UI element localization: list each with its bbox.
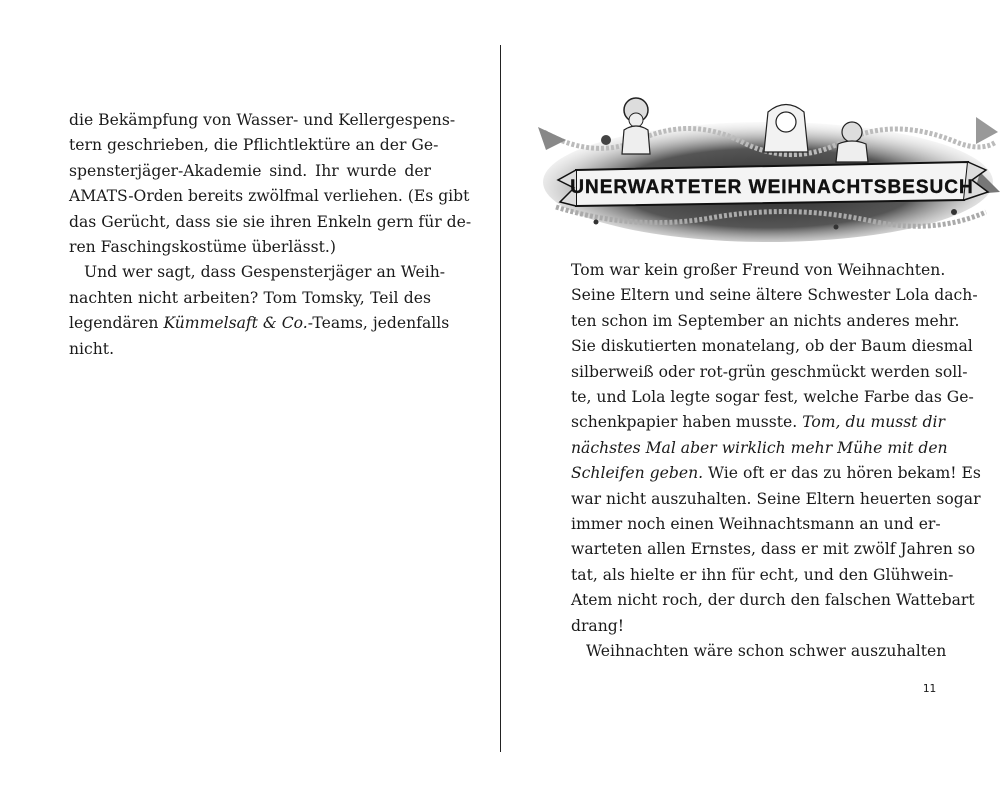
text-line: tat, als hielte er ihn für echt, und den Glühwein- [571, 565, 954, 584]
text-line: silberweiß oder rot-grün geschmückt werden soll- [571, 362, 968, 381]
text-line: spensterjäger-Akademie sind. Ihr wurde der [69, 161, 431, 180]
text-line: die Bekämpfung von Wasser- und Kellergespens- [69, 111, 456, 129]
text-fragment: Wie oft er das zu hören bekam! Es [703, 464, 981, 483]
text-line: AMATS-Orden bereits zwölfmal verliehen. (Es gibt [69, 187, 470, 206]
text-line [69, 311, 450, 336]
text-line: nicht. [69, 339, 115, 358]
text-fragment: -Teams, jedenfalls [307, 314, 450, 333]
text-line: drang! [571, 616, 625, 635]
text-line: Atem nicht roch, der durch den falschen Wattebart [571, 591, 975, 610]
text-line: warteten allen Ernstes, dass er mit zwölf Jahren so [571, 540, 976, 559]
text-line: Tom war kein großer Freund von Weihnachten. [571, 261, 946, 279]
chapter-title: UNERWARTETER WEIHNACHTSBESUCH [570, 177, 974, 198]
text-line: Und wer sagt, dass Gespensterjäger an Weih- [84, 263, 446, 282]
text-fragment: schenkpapier haben musste. [571, 413, 803, 432]
italic-quote: Schleifen geben. [571, 464, 704, 483]
text-fragment: legendären [69, 314, 164, 333]
right-page-text [571, 258, 981, 665]
text-line: Seine Eltern und seine ältere Schwester Lola dach- [571, 286, 978, 305]
left-page-text [69, 108, 472, 362]
text-line: war nicht auszuhalten. Seine Eltern heuerten sogar [571, 489, 981, 508]
text-line: das Gerücht, dass sie sie ihren Enkeln gern für de- [69, 212, 472, 231]
text-line: Weihnachten wäre schon schwer auszuhalten [586, 642, 947, 661]
text-line [571, 410, 945, 435]
italic-quote: Tom, du musst dir [802, 413, 945, 432]
text-line: ten schon im September an nichts anderes mehr. [571, 311, 960, 330]
text-line: tern geschrieben, die Pflichtlektüre an der Ge- [69, 136, 439, 155]
text-line [571, 461, 981, 486]
text-line: immer noch einen Weihnachtsmann an und er- [571, 515, 941, 534]
italic-team-name: Kümmelsaft & Co. [163, 314, 308, 333]
book-gutter [500, 45, 501, 752]
text-line: Sie diskutierten monatelang, ob der Baum diesmal [571, 337, 973, 356]
chapter-header-illustration [536, 92, 1000, 244]
page-number: 11 [922, 682, 936, 695]
text-line: ren Faschingskostüme überlässt.) [69, 238, 336, 257]
text-line: te, und Lola legte sogar fest, welche Farbe das Ge- [571, 388, 974, 407]
text-line: nachten nicht arbeiten? Tom Tomsky, Teil des [69, 288, 431, 307]
right-page [502, 0, 1000, 800]
italic-quote: nächstes Mal aber wirklich mehr Mühe mit den [571, 438, 948, 457]
text-line [571, 436, 948, 461]
